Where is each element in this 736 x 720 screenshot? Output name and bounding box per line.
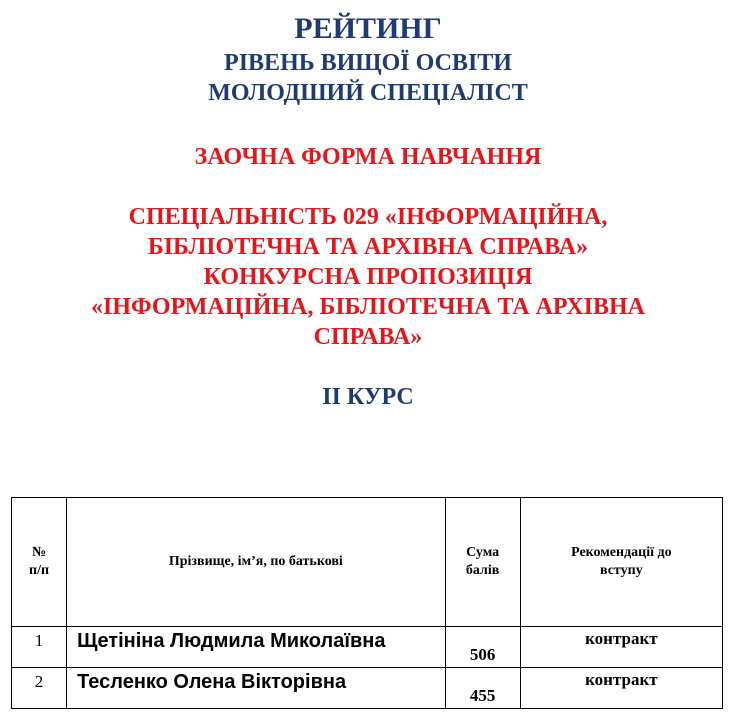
table-row xyxy=(12,668,723,709)
column-header-number xyxy=(12,498,67,627)
column-header-recommendation xyxy=(520,498,722,627)
column-header-name-label: Прізвище, ім’я, по батькові xyxy=(168,554,343,569)
proposal-line-1: КОНКУРСНА ПРОПОЗИЦІЯ xyxy=(203,264,533,290)
study-form: ЗАОЧНА ФОРМА НАВЧАННЯ xyxy=(194,144,542,170)
column-header-recommendation-line-1: Рекомендації до xyxy=(571,545,672,560)
degree-title: МОЛОДШИЙ СПЕЦІАЛІСТ xyxy=(208,80,528,106)
document-header xyxy=(0,10,736,412)
row-recommendation: контракт xyxy=(520,668,722,709)
column-header-recommendation-line-2: вступу xyxy=(599,563,643,578)
column-header-sum-line-1: Сума xyxy=(466,545,500,560)
table-header-row xyxy=(12,498,723,627)
column-header-sum-line-2: балів xyxy=(465,563,500,578)
page-title: РЕЙТИНГ xyxy=(294,12,442,45)
column-header-name xyxy=(67,498,446,627)
rating-table xyxy=(11,497,723,709)
column-header-sum xyxy=(445,498,520,627)
specialty-line-2: БІБЛІОТЕЧНА ТА АРХІВНА СПРАВА» xyxy=(147,234,589,260)
specialty-line-1: СПЕЦІАЛЬНІСТЬ 029 «ІНФОРМАЦІЙНА, xyxy=(128,204,608,230)
row-number: 2 xyxy=(12,668,67,709)
row-name: Щетініна Людмила Миколаївна xyxy=(67,627,446,668)
row-sum: 506 xyxy=(445,627,520,668)
row-name: Тесленко Олена Вікторівна xyxy=(67,668,446,709)
column-header-number-line-2: п/п xyxy=(29,563,50,578)
row-recommendation: контракт xyxy=(520,627,722,668)
column-header-number-line-1: № xyxy=(31,545,47,560)
course-label: ІІ КУРС xyxy=(322,384,414,410)
table-row xyxy=(12,627,723,668)
row-sum: 455 xyxy=(445,668,520,709)
row-number: 1 xyxy=(12,627,67,668)
education-level: РІВЕНЬ ВИЩОЇ ОСВІТИ xyxy=(224,50,512,76)
proposal-line-2: «ІНФОРМАЦІЙНА, БІБЛІОТЕЧНА ТА АРХІВНА xyxy=(91,294,645,320)
proposal-line-3: СПРАВА» xyxy=(313,324,423,350)
